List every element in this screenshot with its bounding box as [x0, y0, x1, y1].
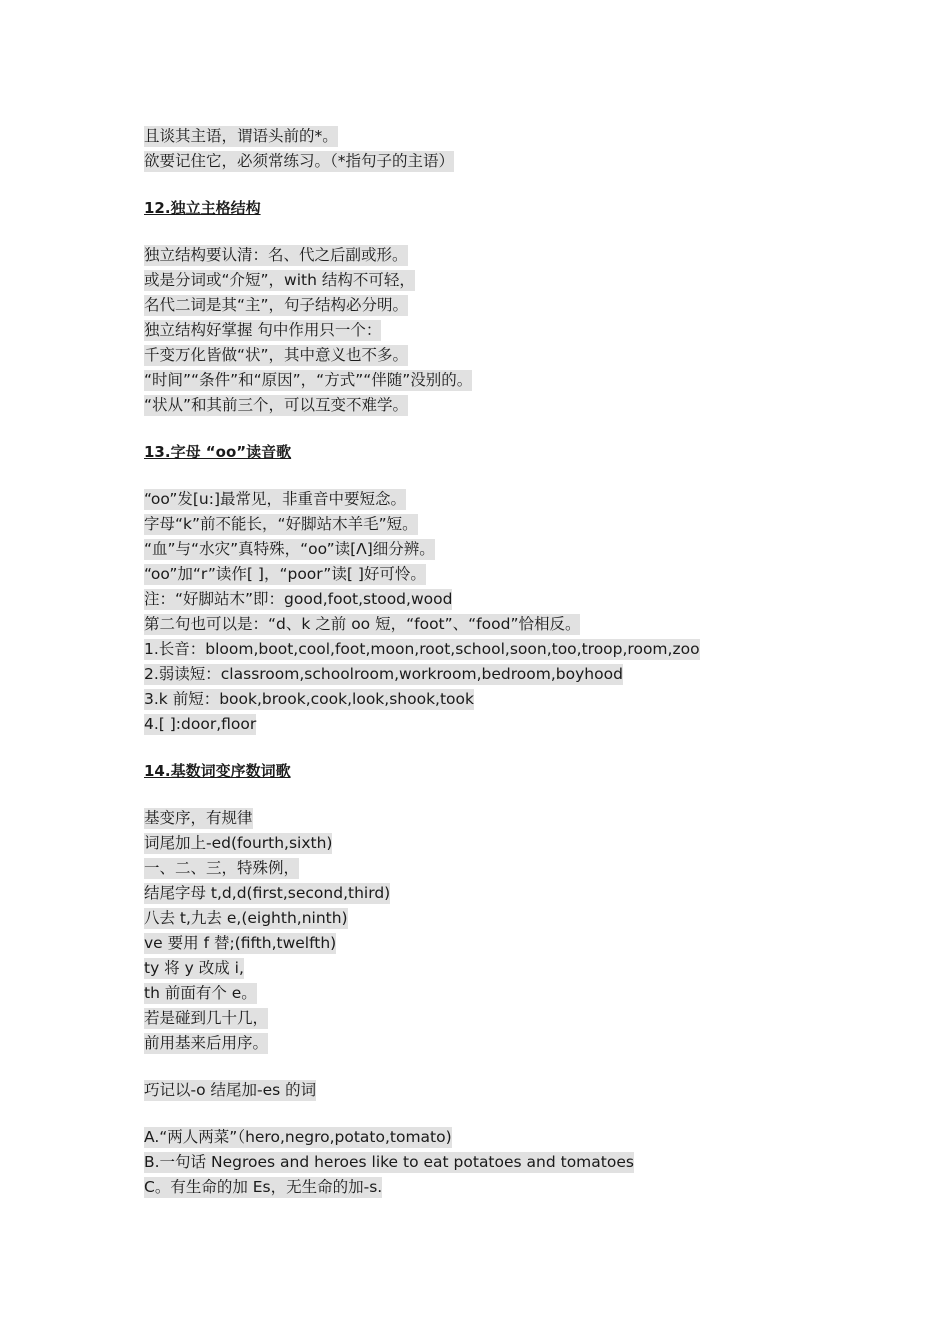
text-line: 词尾加上-ed(fourth,sixth) [144, 834, 333, 852]
text-line: 千变万化皆做“状”，其中意义也不多。 [144, 346, 409, 364]
text-line: “时间”“条件”和“原因”，“方式”“伴随”没别的。 [144, 371, 473, 389]
text-line: 若是碰到几十几， [144, 1009, 269, 1027]
text-line: 第二句也可以是：“d、k 之前 oo 短，“foot”、“food”恰相反。 [144, 615, 581, 633]
text-line: 前用基来后用序。 [144, 1034, 269, 1052]
text-line: 且谈其主语，谓语头前的*。 [144, 127, 338, 145]
text-line: ve 要用 f 替;(fifth,twelfth) [144, 934, 337, 952]
text-line: 名代二词是其“主”，句子结构必分明。 [144, 296, 409, 314]
text-line: 3.k 前短：book,brook,cook,look,shook,took [144, 690, 474, 708]
text-line: 1.长音：bloom,boot,cool,foot,moon,root,school,soon,too,troop,room,zoo [144, 640, 700, 658]
text-line: B.一句话 Negroes and heroes like to eat potatoes and tomatoes [144, 1153, 634, 1171]
text-line: C。有生命的加 Es，无生命的加-s. [144, 1178, 383, 1196]
text-line: 注：“好脚站木”即：good,foot,stood,wood [144, 590, 453, 608]
text-line: 独立结构好掌握 句中作用只一个： [144, 321, 382, 339]
text-line: 基变序，有规律 [144, 809, 253, 827]
text-line: “oo”发[u:]最常见，非重音中要短念。 [144, 490, 406, 508]
section-heading: 12.独立主格结构 [144, 199, 261, 217]
text-line: “血”与“水灾”真特殊，“oo”读[Λ]细分辨。 [144, 540, 435, 558]
text-line: “oo”加“r”读作[ ]，“poor”读[ ]好可怜。 [144, 565, 426, 583]
text-line: 八去 t,九去 e,(eighth,ninth) [144, 909, 348, 927]
text-line: 欲要记住它，必须常练习。（*指句子的主语） [144, 152, 455, 170]
text-line: 巧记以-o 结尾加-es 的词 [144, 1081, 317, 1099]
text-line: ty 将 y 改成 i, [144, 959, 244, 977]
text-line: 2.弱读短：classroom,schoolroom,workroom,bedroom,boyhood [144, 665, 623, 683]
text-line: th 前面有个 e。 [144, 984, 257, 1002]
text-line: A.“两人两菜”（hero,negro,potato,tomato) [144, 1128, 452, 1146]
text-line: 4.[ ]:door,floor [144, 715, 257, 733]
document-page [144, 124, 864, 1200]
text-line: 独立结构要认清：名、代之后副或形。 [144, 246, 408, 264]
text-line: “状从”和其前三个，可以互变不难学。 [144, 396, 409, 414]
text-line: 结尾字母 t,d,d(first,second,third) [144, 884, 391, 902]
text-line: 字母“k”前不能长，“好脚站木羊毛”短。 [144, 515, 418, 533]
text-line: 或是分词或“介短”，with 结构不可轻， [144, 271, 415, 289]
section-heading: 14.基数词变序数词歌 [144, 762, 291, 780]
text-line: 一、二、三，特殊例， [144, 859, 300, 877]
section-heading: 13.字母 “oo”读音歌 [144, 443, 292, 461]
